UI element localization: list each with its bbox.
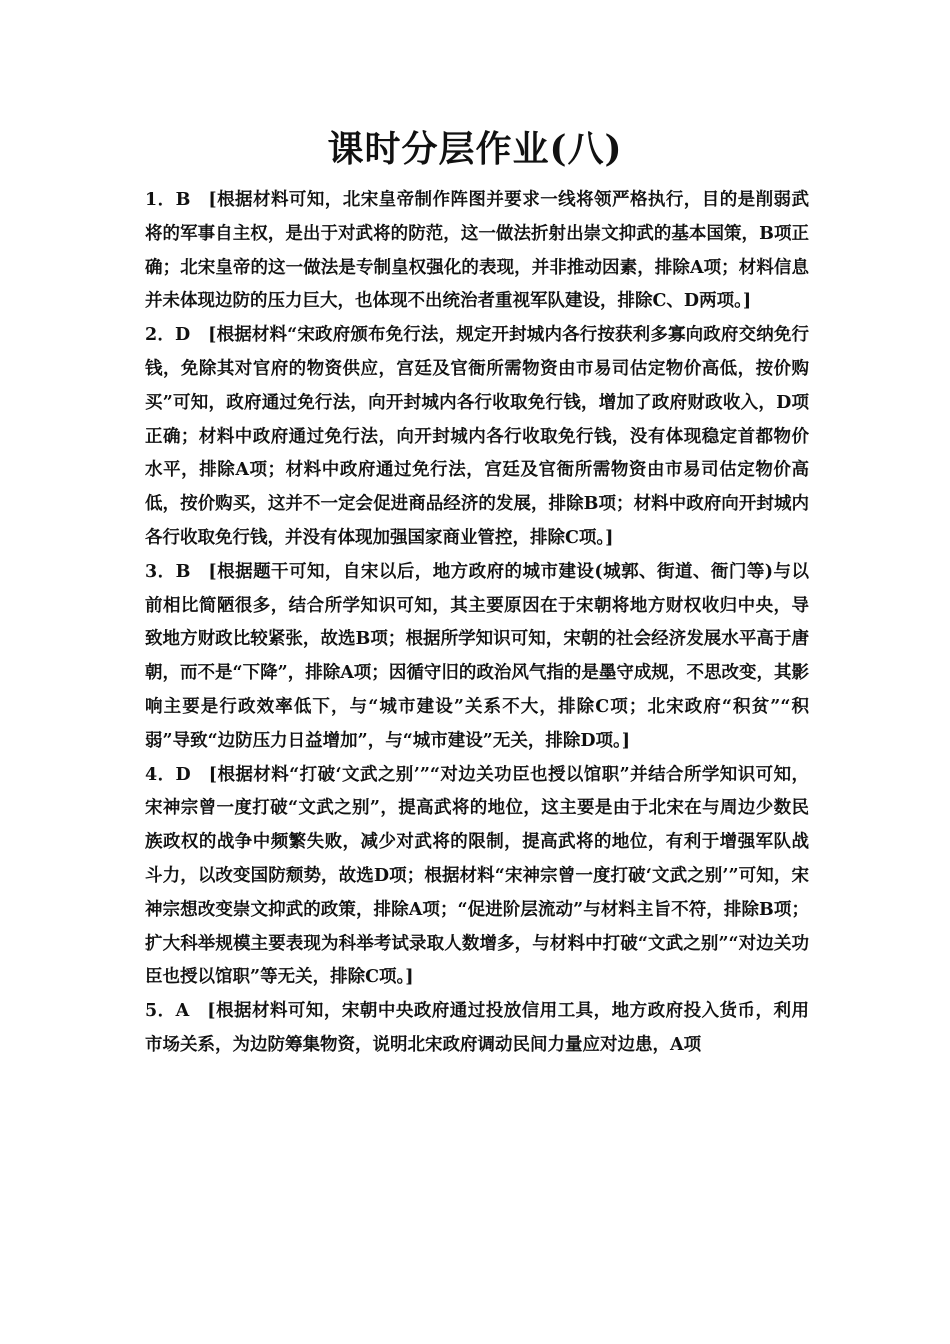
item-number: 1． xyxy=(145,190,176,210)
answer-item-2 xyxy=(145,319,809,556)
item-explanation: [根据材料“打破‘文武之别’”“对边关功臣也授以馆职”并结合所学知识可知，宋神宗曾一度打破“文武之别”，提高武将的地位，这主要是由于北宋在与周边少数民族政权的战争中频繁失败，减少对武将的限制，提高武将的地位，有利于增强军队战斗力，以改变国防颓势，故选D项；根据材料“宋神宗曾一度打破‘文武之别’”可知，宋神宗想改变崇文抑武的政策，排除A项；“促进阶层流动”与材料主旨不符，排除B项；扩大科举规模主要表现为科举考试录取人数增多，与材料中打破“文武之别”“对边关功臣也授以馆职”等无关，排除C项。] xyxy=(145,764,809,988)
item-explanation: [根据材料可知，宋朝中央政府通过投放信用工具，地方政府投入货币，利用市场关系，为边防筹集物资，说明北宋政府调动民间力量应对边患，A项 xyxy=(145,1001,809,1055)
item-answer: B xyxy=(175,561,191,582)
item-number: 3． xyxy=(145,561,176,582)
item-answer: B xyxy=(175,190,191,210)
answer-item-4 xyxy=(145,759,809,996)
item-number: 2． xyxy=(145,325,175,346)
item-number: 4． xyxy=(145,764,176,785)
answer-item-1 xyxy=(145,184,809,319)
item-number: 5． xyxy=(145,1001,176,1022)
page-title: 课时分层作业(八) xyxy=(327,128,623,170)
answer-list xyxy=(145,184,809,1063)
answer-item-5 xyxy=(145,995,809,1063)
item-answer: D xyxy=(174,325,191,346)
item-answer: D xyxy=(175,764,191,785)
answer-item-3 xyxy=(145,556,809,759)
item-answer: A xyxy=(175,1001,190,1022)
item-explanation: [根据题干可知，自宋以后，地方政府的城市建设(城郭、街道、衙门等)与以前相比简陋很多，结合所学知识可知，其主要原因在于宋朝将地方财权收归中央，导致地方财政比较紧张，故选B项；根据所学知识可知，宋朝的社会经济发展水平高于唐朝，而不是“下降”，排除A项；因循守旧的政治风气指的是墨守成规，不思改变，其影响主要是行政效率低下，与“城市建设”关系不大，排除C项；北宋政府“积贫”“积弱”导致“边防压力日益增加”，与“城市建设”无关，排除D项。] xyxy=(145,561,809,751)
item-explanation: [根据材料“宋政府颁布免行法，规定开封城内各行按获利多寡向政府交纳免行钱，免除其对官府的物资供应，宫廷及官衙所需物资由市易司估定物价高低，按价购买”可知，政府通过免行法，向开封城内各行收取免行钱，增加了政府财政收入，D项正确；材料中政府通过免行法，向开封城内各行收取免行钱，没有体现稳定首都物价水平，排除A项；材料中政府通过免行法，宫廷及官衙所需物资由市易司估定物价高低，按价购买，这并不一定会促进商品经济的发展，排除B项；材料中政府向开封城内各行收取免行钱，并没有体现加强国家商业管控，排除C项。] xyxy=(145,325,810,548)
item-explanation: [根据材料可知，北宋皇帝制作阵图并要求一线将领严格执行，目的是削弱武将的军事自主权，是出于对武将的防范，这一做法折射出崇文抑武的基本国策，B项正确；北宋皇帝的这一做法是专制皇权强化的表现，并非推动因素，排除A项；材料信息并未体现边防的压力巨大，也体现不出统治者重视军队建设，排除C、D两项。] xyxy=(145,190,809,312)
